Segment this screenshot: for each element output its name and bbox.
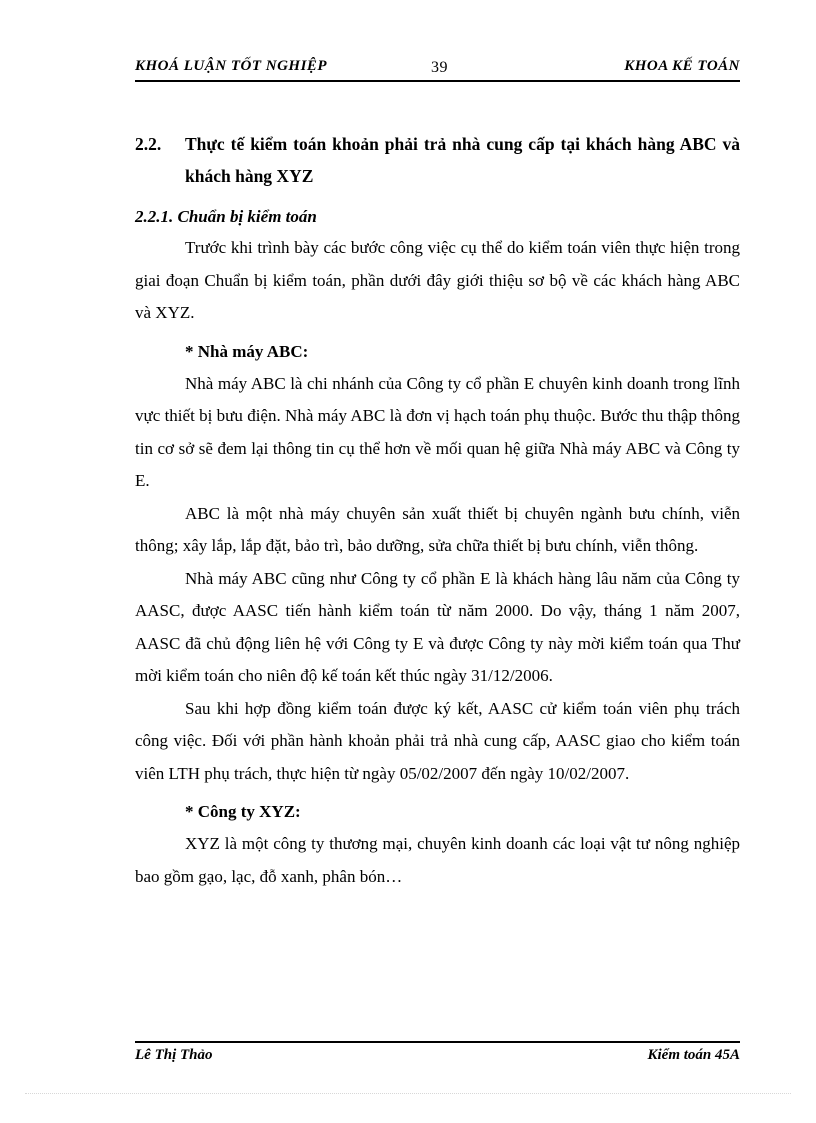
page-edge-dotted-line [25,1093,791,1094]
header-department: KHOA KẾ TOÁN [624,58,740,74]
abc-paragraph-4: Sau khi hợp đồng kiểm toán được ký kết, AASC cử kiểm toán viên phụ trách công việc. Đối với phần hành khoản phải trả nhà cung cấp, AASC giao cho kiểm toán viên LTH phụ trách, thực hiện từ ngày 05/02/2007 đến ngày 10/02/2007. [135,698,740,783]
section-number: 2.2. [135,134,162,154]
section-heading [135,128,740,192]
abc-paragraph-3: Nhà máy ABC cũng như Công ty cổ phần E là khách hàng lâu năm của Công ty AASC, được AASC tiến hành kiểm toán từ năm 2000. Do vậy, tháng 1 năm 2007, AASC đã chủ động liên hệ với Công ty E và được Công ty này mời kiểm toán qua Thư mời kiểm toán cho niên độ kế toán kết thúc ngày 31/12/2006. [135,568,740,685]
page-header [135,58,740,80]
subsection-heading: 2.2.1. Chuẩn bị kiểm toán [135,207,317,226]
document-body [135,128,740,893]
header-thesis-title: KHOÁ LUẬN TỐT NGHIỆP [135,58,328,74]
xyz-label: * Công ty XYZ: [185,802,301,821]
section-title: Thực tế kiểm toán khoản phải trả nhà cung cấp tại khách hàng ABC và khách hàng XYZ [185,134,740,186]
abc-paragraph-2: ABC là một nhà máy chuyên sản xuất thiết bị chuyên ngành bưu chính, viễn thông; xây lắp, lắp đặt, bảo trì, bảo dưỡng, sửa chữa thiết bị bưu chính, viễn thông. [135,503,740,555]
header-divider [135,80,740,82]
footer-author: Lê Thị Thảo [135,1047,213,1063]
xyz-paragraph-1: XYZ là một công ty thương mại, chuyên kinh doanh các loại vật tư nông nghiệp bao gồm gạo, lạc, đỗ xanh, phân bón… [135,834,740,886]
abc-paragraph-1: Nhà máy ABC là chi nhánh của Công ty cổ phần E chuyên kinh doanh trong lĩnh vực thiết bị bưu điện. Nhà máy ABC là đơn vị hạch toán phụ thuộc. Bước thu thập thông tin cơ sở sẽ đem lại thông tin cụ thể hơn về mối quan hệ giữa Nhà máy ABC và Công ty E. [135,373,740,490]
page-footer [135,1047,740,1069]
abc-label: * Nhà máy ABC: [185,341,309,361]
page-number: 39 [431,59,448,76]
footer-class: Kiểm toán 45A [647,1047,740,1063]
intro-paragraph: Trước khi trình bày các bước công việc cụ thể do kiểm toán viên thực hiện trong giai đoạn Chuẩn bị kiểm toán, phần dưới đây giới thiệu sơ bộ về các khách hàng ABC và XYZ. [135,238,740,322]
footer-divider [135,1041,740,1043]
